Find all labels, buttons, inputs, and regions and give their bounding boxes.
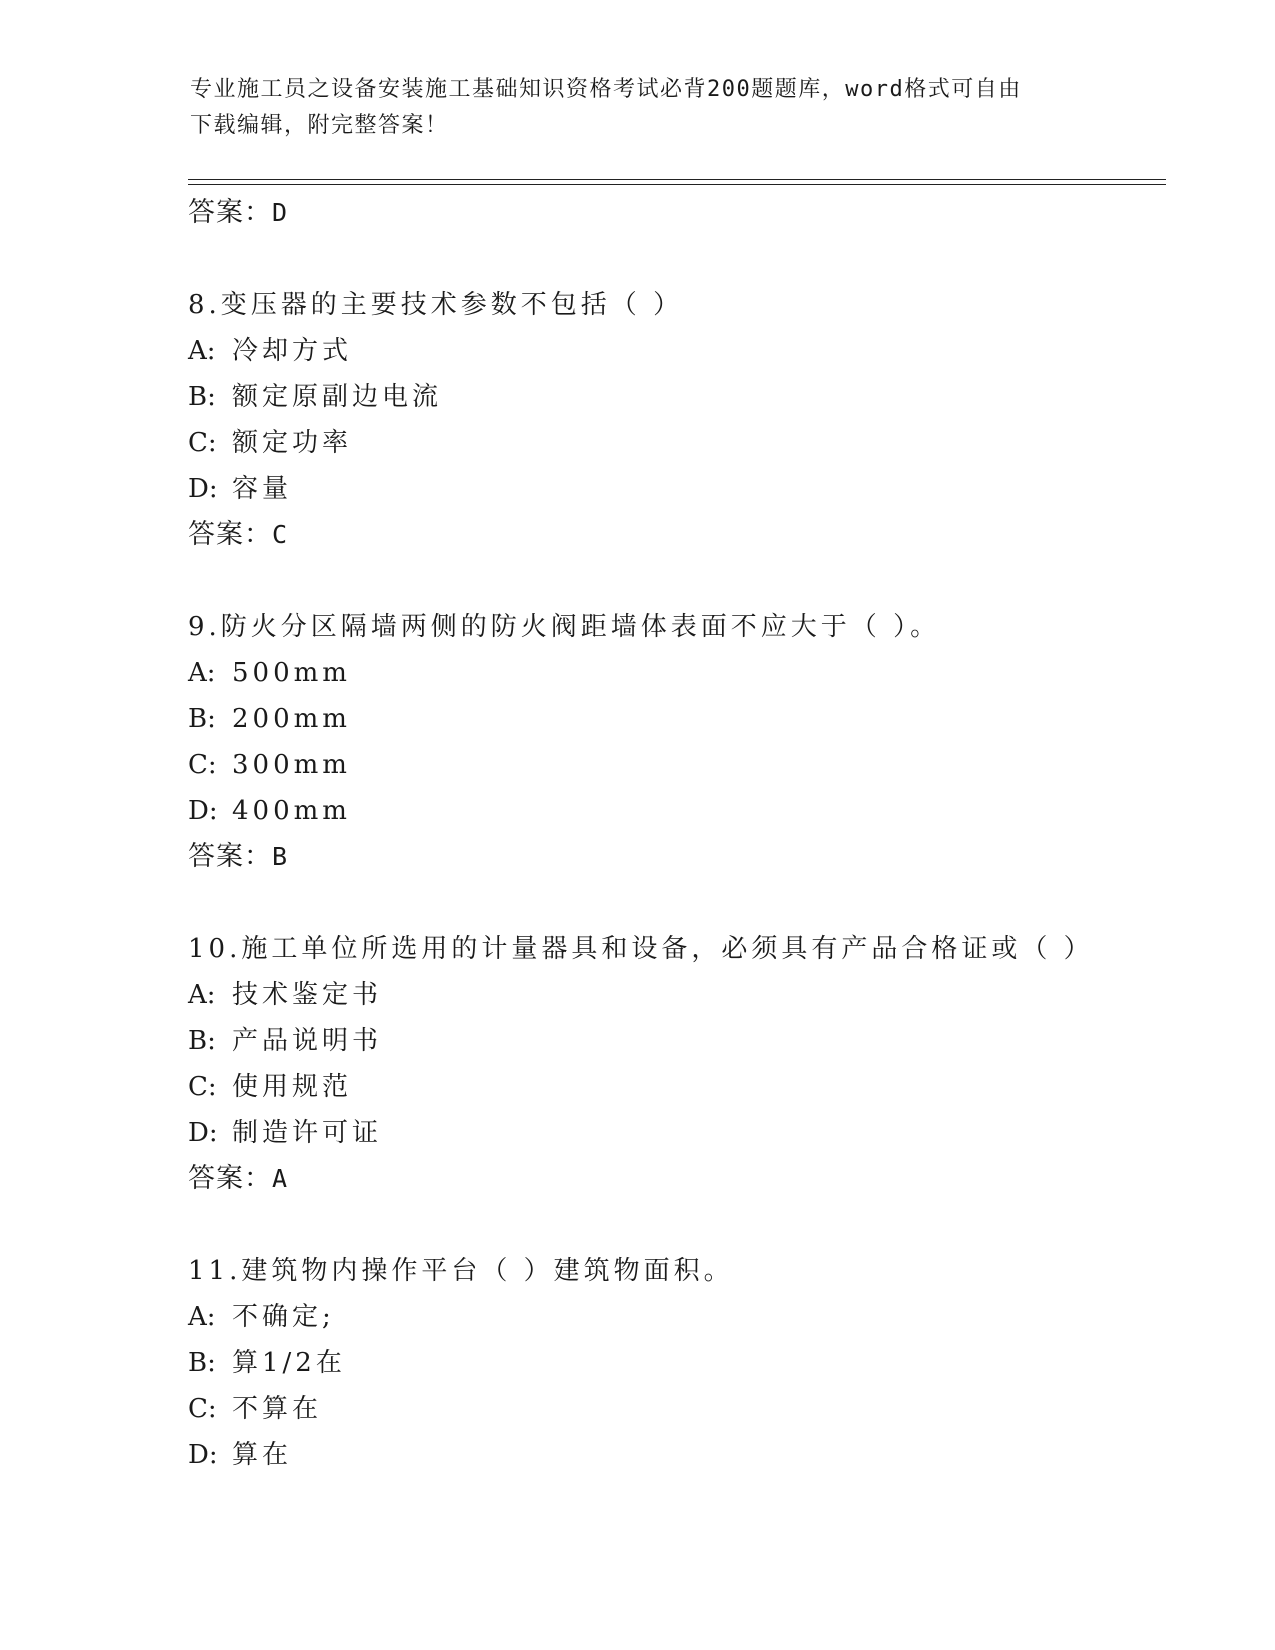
- option-b: [188, 374, 1168, 420]
- question-block: [188, 926, 1168, 1202]
- answer-line: [188, 190, 1168, 236]
- option-text: 技术鉴定书: [232, 980, 383, 1010]
- option-d: [188, 1432, 1168, 1478]
- answer-line: [188, 834, 1168, 880]
- question-block: [188, 282, 1168, 558]
- option-text: 200mm: [232, 704, 351, 734]
- option-label: C:: [188, 750, 217, 780]
- option-b: [188, 696, 1168, 742]
- option-label: D:: [188, 474, 218, 504]
- header-line-1: 专业施工员之设备安装施工基础知识资格考试必背200题题库，word格式可自由: [190, 77, 1022, 102]
- option-text: 制造许可证: [232, 1118, 383, 1148]
- answer-value: D: [272, 198, 289, 227]
- option-label: B:: [188, 1026, 216, 1056]
- option-d: [188, 788, 1168, 834]
- option-c: [188, 420, 1168, 466]
- option-label: D:: [188, 796, 218, 826]
- option-a: [188, 650, 1168, 696]
- answer-label: 答案：: [188, 1163, 272, 1194]
- question-stem: 8.变压器的主要技术参数不包括（ ）: [188, 290, 684, 320]
- answer-label: 答案：: [188, 841, 272, 872]
- question-block: [188, 604, 1168, 880]
- option-c: [188, 1386, 1168, 1432]
- option-a: [188, 1294, 1168, 1340]
- option-b: [188, 1340, 1168, 1386]
- option-a: [188, 328, 1168, 374]
- answer-value: A: [272, 1164, 289, 1193]
- option-label: B:: [188, 704, 216, 734]
- option-label: B:: [188, 382, 216, 412]
- answer-line: [188, 1156, 1168, 1202]
- question-list: [188, 190, 1168, 1478]
- option-text: 额定原副边电流: [232, 382, 443, 412]
- option-label: C:: [188, 428, 217, 458]
- option-a: [188, 972, 1168, 1018]
- question-stem: 11.建筑物内操作平台（ ）建筑物面积。: [188, 1256, 734, 1286]
- answer-label: 答案：: [188, 197, 272, 228]
- header-divider-top: [188, 179, 1166, 180]
- option-label: C:: [188, 1394, 217, 1424]
- header-divider-bottom: [188, 184, 1166, 185]
- option-label: A:: [188, 658, 216, 688]
- option-text: 算1/2在: [232, 1348, 346, 1378]
- option-text: 不确定;: [232, 1302, 335, 1332]
- option-label: B:: [188, 1348, 216, 1378]
- question-stem: 10.施工单位所选用的计量器具和设备，必须具有产品合格证或（ ）: [188, 934, 1094, 964]
- option-text: 产品说明书: [232, 1026, 383, 1056]
- option-text: 使用规范: [232, 1072, 353, 1102]
- option-text: 400mm: [232, 796, 351, 826]
- option-label: C:: [188, 1072, 217, 1102]
- option-c: [188, 1064, 1168, 1110]
- question-stem: 9.防火分区隔墙两侧的防火阀距墙体表面不应大于（ ）。: [188, 612, 941, 642]
- option-label: A:: [188, 980, 216, 1010]
- option-text: 不算在: [232, 1394, 323, 1424]
- answer-value: B: [272, 842, 289, 871]
- option-text: 冷却方式: [232, 336, 353, 366]
- option-label: D:: [188, 1440, 218, 1470]
- option-label: A:: [188, 336, 216, 366]
- option-b: [188, 1018, 1168, 1064]
- option-text: 500mm: [232, 658, 351, 688]
- header-line-2: 下载编辑，附完整答案！: [190, 113, 449, 138]
- option-d: [188, 466, 1168, 512]
- option-text: 额定功率: [232, 428, 353, 458]
- option-c: [188, 742, 1168, 788]
- option-text: 容量: [232, 474, 293, 504]
- answer-line: [188, 512, 1168, 558]
- document-header: [190, 72, 1090, 144]
- question-block: [188, 1248, 1168, 1478]
- option-label: D:: [188, 1118, 218, 1148]
- option-text: 算在: [232, 1440, 293, 1470]
- option-label: A:: [188, 1302, 216, 1332]
- answer-value: C: [272, 520, 289, 549]
- option-text: 300mm: [232, 750, 351, 780]
- answer-label: 答案：: [188, 519, 272, 550]
- option-d: [188, 1110, 1168, 1156]
